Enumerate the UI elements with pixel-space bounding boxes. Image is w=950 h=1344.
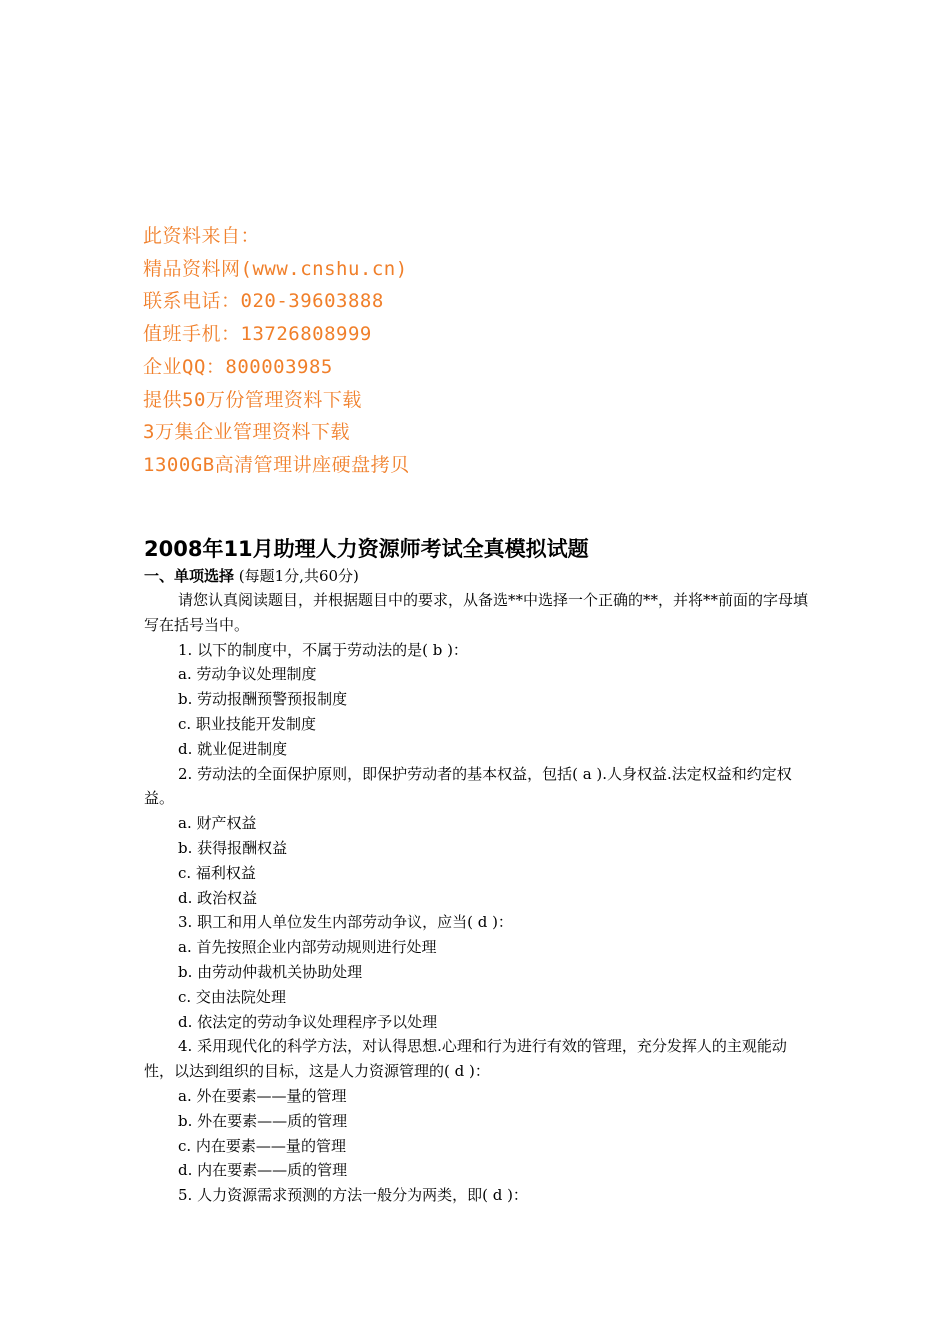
answer-option: c. 福利权益 <box>178 863 256 882</box>
answer-option: b. 由劳动仲裁机关协助处理 <box>178 962 363 981</box>
answer-option: b. 劳动报酬预警预报制度 <box>178 690 348 709</box>
promo-line: 3万集企业管理资料下载 <box>143 421 350 444</box>
document-body <box>144 534 809 1208</box>
answer-option: d. 就业促进制度 <box>178 739 288 758</box>
answer-option: c. 交由法院处理 <box>178 987 286 1006</box>
question-stem: 3. 职工和用人单位发生内部劳动争议，应当( d )： <box>178 913 513 932</box>
section-label: 一、单项选择 <box>144 567 235 585</box>
instruction-paragraph: 请您认真阅读题目，并根据题目中的要求，从备选**中选择一个正确的**，并将**前面的字母填写在括号当中。 <box>144 591 809 634</box>
question-stem: 5. 人力资源需求预测的方法一般分为两类，即( d )： <box>178 1186 528 1205</box>
promo-line: 1300GB高清管理讲座硬盘拷贝 <box>143 453 410 476</box>
answer-option: a. 首先按照企业内部劳动规则进行处理 <box>178 938 437 957</box>
answer-option: c. 职业技能开发制度 <box>178 714 316 733</box>
section-note: (每题1分,共60分) <box>234 567 359 585</box>
answer-option: a. 外在要素——量的管理 <box>178 1086 347 1105</box>
promo-line: 值班手机：13726808999 <box>143 323 372 346</box>
answer-option: a. 劳动争议处理制度 <box>178 665 317 684</box>
answer-option: b. 获得报酬权益 <box>178 838 288 857</box>
promo-line: 企业QQ：800003985 <box>143 355 333 378</box>
promo-line: 精品资料网(www.cnshu.cn) <box>143 257 408 280</box>
answer-option: a. 财产权益 <box>178 814 257 833</box>
promo-line: 此资料来自： <box>143 225 261 247</box>
answer-option: c. 内在要素——量的管理 <box>178 1136 346 1155</box>
answer-option: d. 依法定的劳动争议处理程序予以处理 <box>178 1012 438 1031</box>
question-stem: 4. 采用现代化的科学方法，对认得思想.心理和行为进行有效的管理，充分发挥人的主观能动性，以达到组织的目标，这是人力资源管理的( d )： <box>144 1037 787 1081</box>
question-stem: 1. 以下的制度中，不属于劳动法的是( b )： <box>178 640 468 659</box>
question-stem: 2. 劳动法的全面保护原则，即保护劳动者的基本权益，包括( a ).人身权益.法定权益和约定权益。 <box>144 764 792 808</box>
promo-line: 联系电话：020-39603888 <box>143 290 384 313</box>
answer-option: d. 内在要素——质的管理 <box>178 1161 348 1180</box>
answer-option: b. 外在要素——质的管理 <box>178 1111 348 1130</box>
document-title: 2008年11月助理人力资源师考试全真模拟试题 <box>144 537 589 561</box>
answer-option: d. 政治权益 <box>178 888 258 907</box>
promo-line: 提供50万份管理资料下载 <box>143 388 362 411</box>
promo-block <box>143 220 410 482</box>
section-heading <box>144 564 809 588</box>
